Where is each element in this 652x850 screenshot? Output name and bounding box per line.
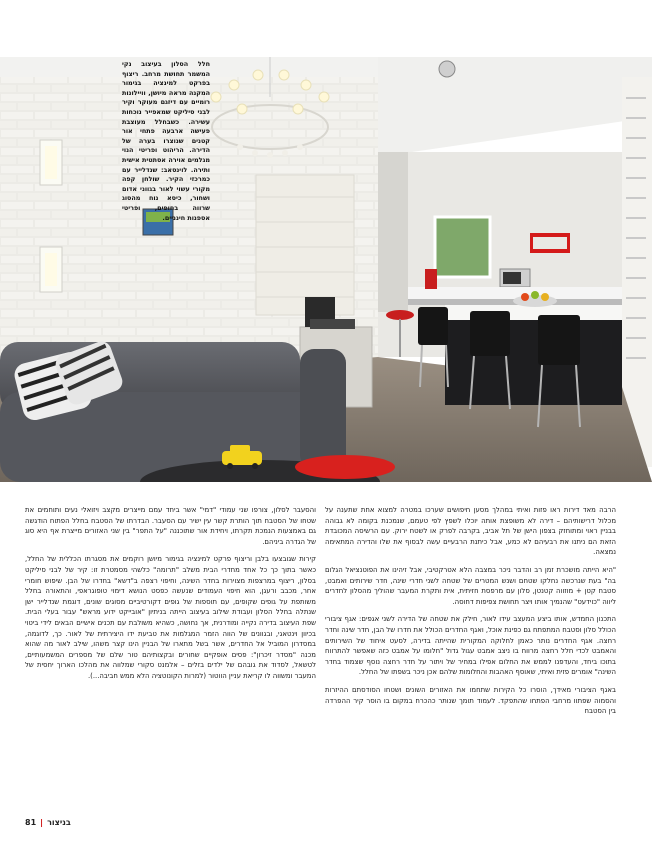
footer-separator: | [40,818,44,827]
article-column-left [25,505,316,825]
page-number: 81 [25,818,37,827]
article-paragraph: והסעבר לסלון, צורפו שני עמודי "דמי" אשר ביחד עמם מייצרים מקצב ויזואלי נעים ותוחמים את שטחו של הסטבח תוך הותרת קשר עין ישיר עם הסעבר. הבדרתו של הסטבח בחלל הפתוח הודגשה גם באמצעות הנמכת תקרתו, ויחידת אור שתוכננה "על התפר" בין שני האזורים מייצרת אף היא סוג של הגדרה ביניהם. [25,506,316,546]
article-paragraph: באגף הציבורי מאידך, הוסרו כל הקירות שתחמו את האזורים השונים ושטחו הסודסתם ההיזרות והסמוה שפתוו מרחבי הפתחו שהתפקד. לעמוד תומך שנותר כהכרח במקום בו הוסר קיר ההפרדה בין הסטבח [325,685,616,716]
article-paragraph: קירות שגובצעו בלבן וריצוף פרקט למינציה בגימור מיושן רוקמים את מסגרתו הכללית של החלל, כאשר בתוך כך כל אחד מחדרי הבית משלב "תרומה" כלשהי מסמטרת זו: קיר של לבני סיליקט בסלון, ריצוף במרצפות מצוירות בחדר השינה, וחיפוי רצפה ב"דשא" בחדרו של הבן. שיפוש חומרי אחר, מכבב ורעגן, הוא חיפוי העמודים שנעשה כפסט הנושא דימוי טופוגראפי, והתאורה בחלל משותפת על גופים שקופים, עם תוספות של גופים דקורטיביים מסוגים שונים, דוגמת שנדלייר ישן שנתלה בחלל הסלון ועבודת שילוב בעיצוב הייתה בניתיון "אובייקט ידוע מראש" עבור בעלי הבית. שפת העיצוב בדירה נקייה ומודרנית, אך נחושה, כשהיא משולבת עם תכנים אישיים הבאים לידי ביטוי בכיוון וינטאגי, ובגוונים של הווה הזמר המגלמות את טביעת ידו היצירתית של לאור. כך, לדוגמה, במסדרון המוביל אל החדרים, אשר בשל מתארו של הבניין הינו קצר משהו, שילב לאור מה שהוא מכנה "מסדר זיכרון": פסים אופקיים שחורים ובקצותיהם טור שלם של מספרים המשמעותיים, לטשאל, לסדוד את גובהם של ילדים בזלים – אלמנט סקורי שמלווה את מהלכו הארוך יחסית של המעבר ומשווה לו קריאת עניין הווטור (למרות הקונוטציה הלא ממש חביבה...). [25,555,316,680]
interior-photo [0,57,652,482]
article-paragraph: התכנון החמדש, אותו ביצע המעצב עידו לאור, חילק את שטחה של הדירה לשני אגפים: אגף ציבורי הכולל סלון וסטבח המתפתח גם כפינת אוכל, ואגף החדרים הכולל את חדרו של הבן, חדר שינה וחדר רחצה. אגף החדרים נותר כאמן לחלוקה המקורית שהייתה בדירה, לסעט איחוד של השירותים והאמבט לכדי חלל רחצה מרווח בו ניצב אמבט עגול גדול "חלומו על אמבט כזה שאפשר להתרווח בתוכו ביחד, והעדפנו לממש את החלום אפילו במחיר של ויתור על חדר רחצה נוסף שצמוד בחדר השינה" אומרים פזית ואיתי, שאוסף האהבות והחלומות שלהם אכן ניכר בשפתו של החלל. [325,615,616,677]
interior-photo-art [0,57,652,482]
article-paragraph: הרבה מאד דירות ראו פזות ואיתי במהלך מסען חיפושים שערכו במטרה למצוא אחת שתענה על מכלול דרישותיהם – דירה לא משופצת אותה יוכלו לשפץ לפי טעמם, שנמכנת בקומה לא גבוהה בבניין ראוי ומתוחזק בצפון הישן של תל אביב, בקרבה לפרק או לשטח ירוק. עם הרשיסה המכובדת הזאת הם ניתנו את רבעיהם לא כמע, אבל כיתנת הרבעיים עשה לבסוף את שלו והדירה המתאימה נמצאה. [325,506,616,557]
page-footer [25,818,71,827]
magazine-brand: בניצור [47,818,71,827]
article-paragraph: "היא הייתה מושכרת זמן רב והדבר ניכר במצבה הלא אטרקטיבי, אבל זיהינו את הפוטנציאל הגלום בה" בעת שנרכשה נחלקו שטחם ושנש המטרים של שטחה לשני חדרי שינה, חדר שירותים ואמבט, סטבח קטן + מוזווה קטנטן, סלון עם מרפסת חזיתית, אית ותקרת המעבר שהוליך מהסלון לחדרים ליווה "כוידעט" שהנמיך אותו ויצר תחושת צפיפות דחוסה. [325,565,616,606]
photo-caption: חלל הסלון בעיצוב נקי המשמר תחושת מרחב. ריצוף בפרקט למינציה בגימור המקנה מראה מיושן, וויילונות רומיים עם דיזגם מעוקר וקיר לבני סיליקט שמאפייר נוכחות עשירה. כשבחלל מעוצבת פעישה ארבעה פתחי אור קטנים שנוצרו בערה של הדירה. הריהוט ופריטי הנוי מגלמים אוירה אסתטית אישית ותירה. לוינסאב: שנדלייר עם כמרכזי הקיר. שולחן קפה מקורי עשוי לאור בגווני אדום ושחור, כיסא נוח מהסוג שרווה בחופים, ופריטי אספנות חינניים. [122,60,210,222]
article-column-right [325,505,616,825]
